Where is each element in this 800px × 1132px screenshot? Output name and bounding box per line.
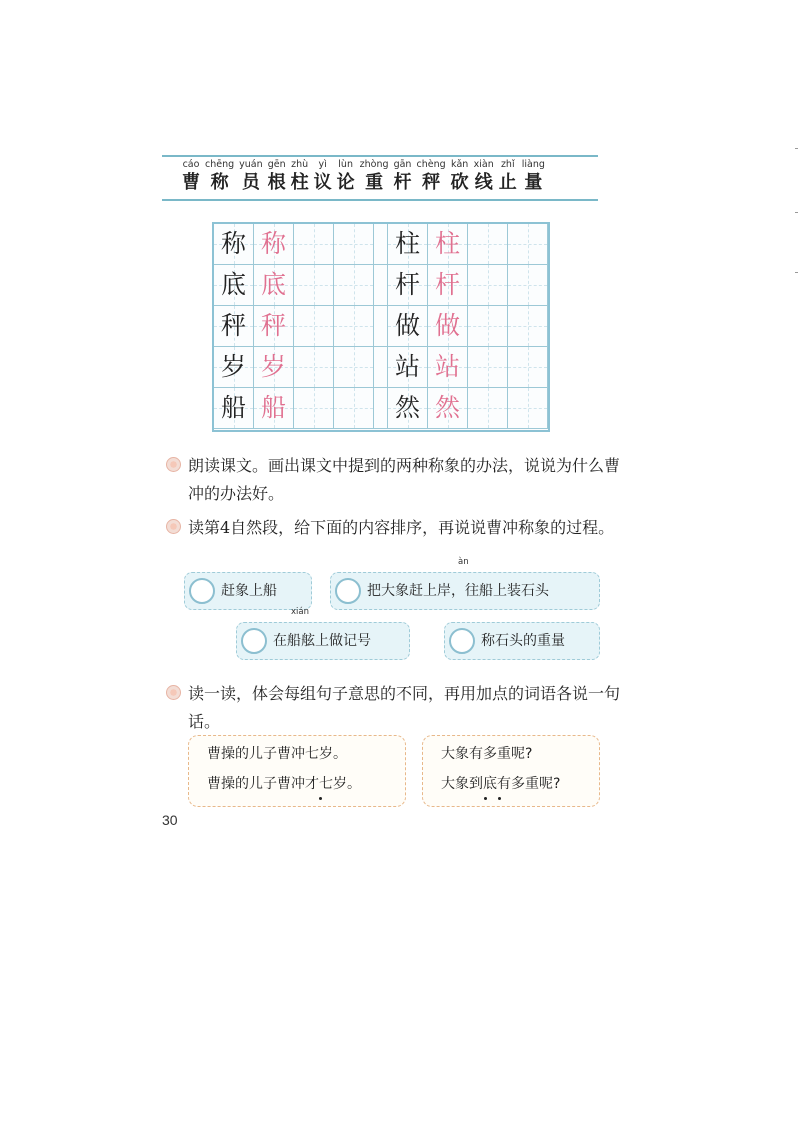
order-box-1-text: 赶象上船	[221, 583, 277, 599]
top-rule	[162, 155, 598, 157]
model-character: 然	[394, 393, 420, 422]
sentence-line: 大象有多重呢?	[441, 746, 533, 762]
grid-cell[interactable]	[388, 306, 428, 347]
grid-cell[interactable]	[428, 306, 468, 347]
answer-circle[interactable]	[241, 628, 267, 654]
trace-character: 站	[434, 352, 460, 381]
writing-grid	[212, 222, 550, 432]
answer-circle[interactable]	[189, 578, 215, 604]
vocab-word	[451, 158, 469, 194]
bottom-rule	[162, 199, 598, 201]
task-1	[166, 452, 626, 510]
page-number: 30	[162, 812, 178, 828]
vocab-character: 重	[365, 172, 384, 193]
emphasis-dot	[319, 797, 322, 800]
vocab-pinyin: cáo	[182, 159, 200, 170]
order-box-3-text: 在船舷上做记号	[273, 633, 371, 649]
vocab-character: 根	[267, 172, 286, 193]
trace-character: 杆	[434, 270, 460, 299]
trace-character: 船	[260, 393, 286, 422]
vocab-word	[417, 158, 446, 194]
grid-cell[interactable]	[428, 347, 468, 388]
vocab-word	[337, 158, 355, 194]
pinyin-annotation: xián	[291, 607, 309, 617]
grid-cell[interactable]	[468, 224, 508, 265]
grid-cell[interactable]	[254, 306, 294, 347]
order-box-3	[236, 607, 410, 660]
answer-circle[interactable]	[335, 578, 361, 604]
grid-cell[interactable]	[468, 347, 508, 388]
grid-cell[interactable]	[334, 265, 374, 306]
grid-cell[interactable]	[294, 265, 334, 306]
grid-cell[interactable]	[428, 224, 468, 265]
vocab-character: 议	[313, 172, 332, 193]
model-character: 做	[394, 311, 420, 340]
vocab-pinyin: gēn	[267, 159, 286, 170]
grid-cell[interactable]	[428, 265, 468, 306]
trace-character: 然	[434, 393, 460, 422]
task-2	[166, 514, 626, 572]
vocab-pinyin: chēng	[205, 159, 235, 170]
grid-gap	[374, 347, 388, 388]
model-character: 船	[220, 393, 246, 422]
order-box-4	[444, 622, 600, 660]
grid-cell[interactable]	[508, 347, 548, 388]
vocab-pinyin: zhǐ	[500, 159, 515, 170]
vocab-list	[182, 158, 550, 194]
grid-cell[interactable]	[214, 306, 254, 347]
grid-cell[interactable]	[214, 265, 254, 306]
grid-gap	[374, 388, 388, 429]
vocab-pinyin: xiàn	[473, 159, 494, 170]
order-box-2	[330, 557, 600, 610]
grid-row	[214, 347, 548, 388]
grid-cell[interactable]	[508, 224, 548, 265]
grid-cell[interactable]	[508, 265, 548, 306]
grid-cell[interactable]	[428, 388, 468, 429]
vocab-character: 秤	[422, 172, 441, 193]
vocab-pinyin: zhù	[291, 159, 309, 170]
grid-cell[interactable]	[468, 306, 508, 347]
grid-cell[interactable]	[468, 265, 508, 306]
grid-gap	[374, 306, 388, 347]
grid-cell[interactable]	[334, 347, 374, 388]
vocab-word	[522, 158, 545, 194]
vocab-word	[474, 158, 494, 194]
vocab-pinyin: gān	[393, 159, 412, 170]
trace-character: 秤	[260, 311, 286, 340]
task-2-text: 读第4自然段，给下面的内容排序，再说说曹冲称象的过程。	[188, 518, 615, 537]
vocab-pinyin: yì	[318, 159, 327, 170]
model-character: 站	[394, 352, 420, 381]
vocab-character: 砍	[450, 172, 469, 193]
edge-mark	[795, 212, 798, 213]
grid-cell[interactable]	[294, 388, 334, 429]
task-3-text: 读一读，体会每组句子意思的不同，再用加点的词语各说一句话。	[188, 684, 621, 731]
flower-bullet-icon	[166, 685, 181, 700]
order-box-2-text: 把大象赶上岸，往船上装石头	[367, 583, 549, 599]
trace-character: 柱	[434, 229, 460, 258]
flower-bullet-icon	[166, 457, 181, 472]
grid-cell[interactable]	[294, 306, 334, 347]
vocab-word	[314, 158, 332, 194]
flower-bullet-icon	[166, 519, 181, 534]
sentence-box-left	[188, 735, 406, 807]
model-character: 柱	[394, 229, 420, 258]
trace-character: 做	[434, 311, 460, 340]
sentence-box-right	[422, 735, 600, 807]
sentence-line: 曹操的儿子曹冲七岁。	[207, 746, 347, 762]
grid-row	[214, 306, 548, 347]
vocab-character: 柱	[290, 172, 309, 193]
vocab-pinyin: chèng	[416, 159, 446, 170]
model-character: 称	[220, 229, 246, 258]
sentence-line: 曹操的儿子曹冲才七岁。	[207, 776, 361, 792]
grid-cell[interactable]	[254, 347, 294, 388]
vocab-pinyin: zhòng	[359, 159, 389, 170]
vocab-word	[239, 158, 263, 194]
grid-cell[interactable]	[294, 224, 334, 265]
vocab-character: 员	[241, 172, 260, 193]
trace-character: 岁	[260, 352, 286, 381]
vocab-pinyin: lùn	[338, 159, 353, 170]
grid-cell[interactable]	[334, 388, 374, 429]
grid-cell[interactable]	[508, 388, 548, 429]
pinyin-annotation: àn	[458, 557, 469, 567]
order-box-4-text: 称石头的重量	[481, 633, 565, 649]
vocab-word	[394, 158, 412, 194]
task-3	[166, 680, 626, 736]
vocab-character: 杆	[393, 172, 412, 193]
vocab-word	[205, 158, 234, 194]
edge-mark	[795, 272, 798, 273]
emphasis-dot	[498, 797, 501, 800]
textbook-page	[122, 100, 670, 835]
grid-cell[interactable]	[214, 224, 254, 265]
task-1-text: 朗读课文。画出课文中提到的两种称象的办法，说说为什么曹冲的办法好。	[188, 456, 621, 503]
grid-cell[interactable]	[334, 306, 374, 347]
grid-cell[interactable]	[254, 388, 294, 429]
order-box-1	[184, 572, 312, 610]
grid-cell[interactable]	[388, 265, 428, 306]
vocab-word	[182, 158, 200, 194]
vocab-word	[291, 158, 309, 194]
answer-circle[interactable]	[449, 628, 475, 654]
grid-cell[interactable]	[388, 388, 428, 429]
vocab-word	[268, 158, 286, 194]
grid-gap	[374, 265, 388, 306]
grid-cell[interactable]	[254, 224, 294, 265]
vocab-header	[162, 155, 598, 201]
trace-character: 底	[260, 270, 286, 299]
vocab-word	[360, 158, 389, 194]
grid-cell[interactable]	[334, 224, 374, 265]
edge-mark	[795, 148, 798, 149]
grid-row	[214, 224, 548, 265]
vocab-pinyin: kǎn	[450, 159, 469, 170]
vocab-character: 称	[210, 172, 229, 193]
vocab-character: 止	[498, 172, 517, 193]
model-character: 秤	[220, 311, 246, 340]
vocab-word	[499, 158, 517, 194]
grid-row	[214, 265, 548, 306]
grid-cell[interactable]	[214, 388, 254, 429]
grid-gap	[374, 224, 388, 265]
grid-row	[214, 388, 548, 429]
vocab-pinyin: yuán	[239, 159, 263, 170]
model-character: 底	[220, 270, 246, 299]
emphasis-dot	[484, 797, 487, 800]
grid-cell[interactable]	[254, 265, 294, 306]
vocab-character: 线	[474, 172, 493, 193]
vocab-character: 曹	[182, 172, 200, 193]
grid-cell[interactable]	[388, 347, 428, 388]
grid-cell[interactable]	[508, 306, 548, 347]
model-character: 岁	[220, 352, 246, 381]
grid-cell[interactable]	[468, 388, 508, 429]
grid-cell[interactable]	[294, 347, 334, 388]
grid-cell[interactable]	[388, 224, 428, 265]
vocab-character: 量	[524, 172, 543, 193]
vocab-character: 论	[336, 172, 355, 193]
trace-character: 称	[260, 229, 286, 258]
sentence-line: 大象到底有多重呢?	[441, 776, 561, 792]
model-character: 杆	[394, 270, 420, 299]
vocab-pinyin: liàng	[521, 159, 545, 170]
grid-cell[interactable]	[214, 347, 254, 388]
